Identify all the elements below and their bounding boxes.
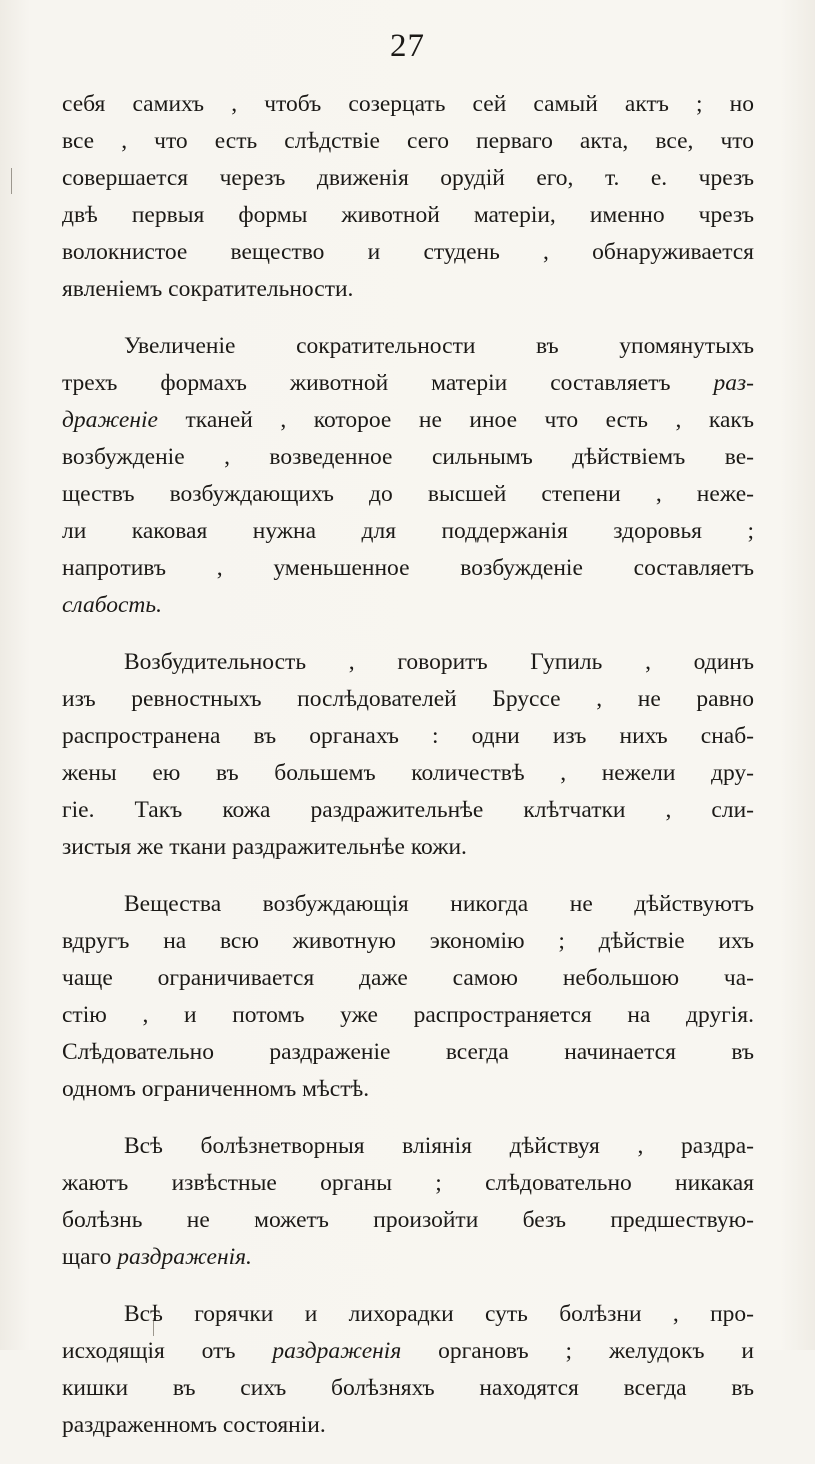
- emphasis: слабость.: [62, 592, 162, 618]
- text-line: волокнистое вещество и студень , обнаруживается: [62, 239, 754, 265]
- emphasis: раздраженія: [272, 1338, 402, 1364]
- text-line: кишки въ сихъ болѣзняхъ находятся всегда въ: [62, 1375, 754, 1401]
- text-line: болѣзнь не можетъ произойти безъ предшествую-: [62, 1207, 754, 1233]
- text-line: Слѣдовательно раздраженіе всегда начинается въ: [62, 1039, 754, 1065]
- text-line: чаще ограничивается даже самою небольшою ча-: [62, 965, 754, 991]
- text-line: жены ею въ большемъ количествѣ , нежели дру-: [62, 760, 754, 786]
- text-line: Вещества возбуждающія никогда не дѣйствуютъ: [124, 891, 754, 917]
- text-line: Возбудительность , говоритъ Гупиль , одинъ: [124, 649, 754, 675]
- text-line: [62, 587, 754, 624]
- text-line: Всѣ горячки и лихорадки суть болѣзни , про-: [124, 1301, 754, 1327]
- text-line: трехъ формахъ животной матеріи составляетъ раз-: [62, 370, 754, 396]
- text-line: все , что есть слѣдствіе сего перваго акта, все, что: [62, 128, 754, 154]
- text-line: исходящія отъ раздраженія органовъ ; желудокъ и: [62, 1338, 754, 1364]
- emphasis: раздраженія.: [117, 1244, 252, 1270]
- text-line: драженіе тканей , которое не иное что есть , какъ: [62, 407, 754, 433]
- text-line: жаютъ извѣстные органы ; слѣдовательно никакая: [62, 1170, 754, 1196]
- margin-mark: [11, 168, 12, 194]
- paragraph: [62, 1128, 754, 1276]
- text-line: стію , и потомъ уже распространяется на другія.: [62, 1002, 754, 1028]
- text-line: явленіемъ сократительности.: [62, 276, 354, 302]
- text-line: раздраженномъ состояніи.: [62, 1412, 326, 1438]
- paragraph: [62, 86, 754, 308]
- text-line: ществъ возбуждающихъ до высшей степени , нeже-: [62, 481, 754, 507]
- text-line: распространена въ органахъ : одни изъ нихъ снаб-: [62, 723, 754, 749]
- text-line: Всѣ болѣзнетворныя вліянія дѣйствуя , раздра-: [124, 1133, 754, 1159]
- page-number: 27: [390, 28, 425, 64]
- text-line: двѣ первыя формы животной матеріи, именно чрезъ: [62, 202, 754, 228]
- text-line: возбужденіе , возведенное сильнымъ дѣйствіемъ ве-: [62, 444, 754, 470]
- text-line: ли каковая нужна для поддержанія здоровья ;: [62, 518, 754, 544]
- paragraph: [62, 644, 754, 866]
- text-line: себя самихъ , чтобъ созерцать сей самый актъ ; но: [62, 91, 754, 117]
- text-line: щаго раздраженія.: [62, 1244, 252, 1270]
- body-text: [62, 86, 754, 1464]
- text-line: совершается черезъ движенія орудій его, т. е. чрезъ: [62, 165, 754, 191]
- paragraph: [62, 328, 754, 624]
- emphasis: драженіе: [62, 407, 158, 433]
- text-line: зистыя же ткани раздражительнѣе кожи.: [62, 834, 467, 860]
- text-line: вдругъ на всю животную экономію ; дѣйствіе ихъ: [62, 928, 754, 954]
- paragraph: [62, 886, 754, 1108]
- text-line: одномъ ограниченномъ мѣстѣ.: [62, 1076, 370, 1102]
- text-line: Увеличеніе сократительности въ упомянутыхъ: [124, 333, 754, 359]
- paragraph: [62, 1296, 754, 1444]
- emphasis: раз-: [713, 370, 754, 396]
- text-line: изъ ревностныхъ послѣдователей Бруссе , не равно: [62, 686, 754, 712]
- text-line: напротивъ , уменьшенное возбужденіе составляетъ: [62, 555, 754, 581]
- text-line: гіе. Такъ кожа раздражительнѣе клѣтчатки , сли-: [62, 797, 754, 823]
